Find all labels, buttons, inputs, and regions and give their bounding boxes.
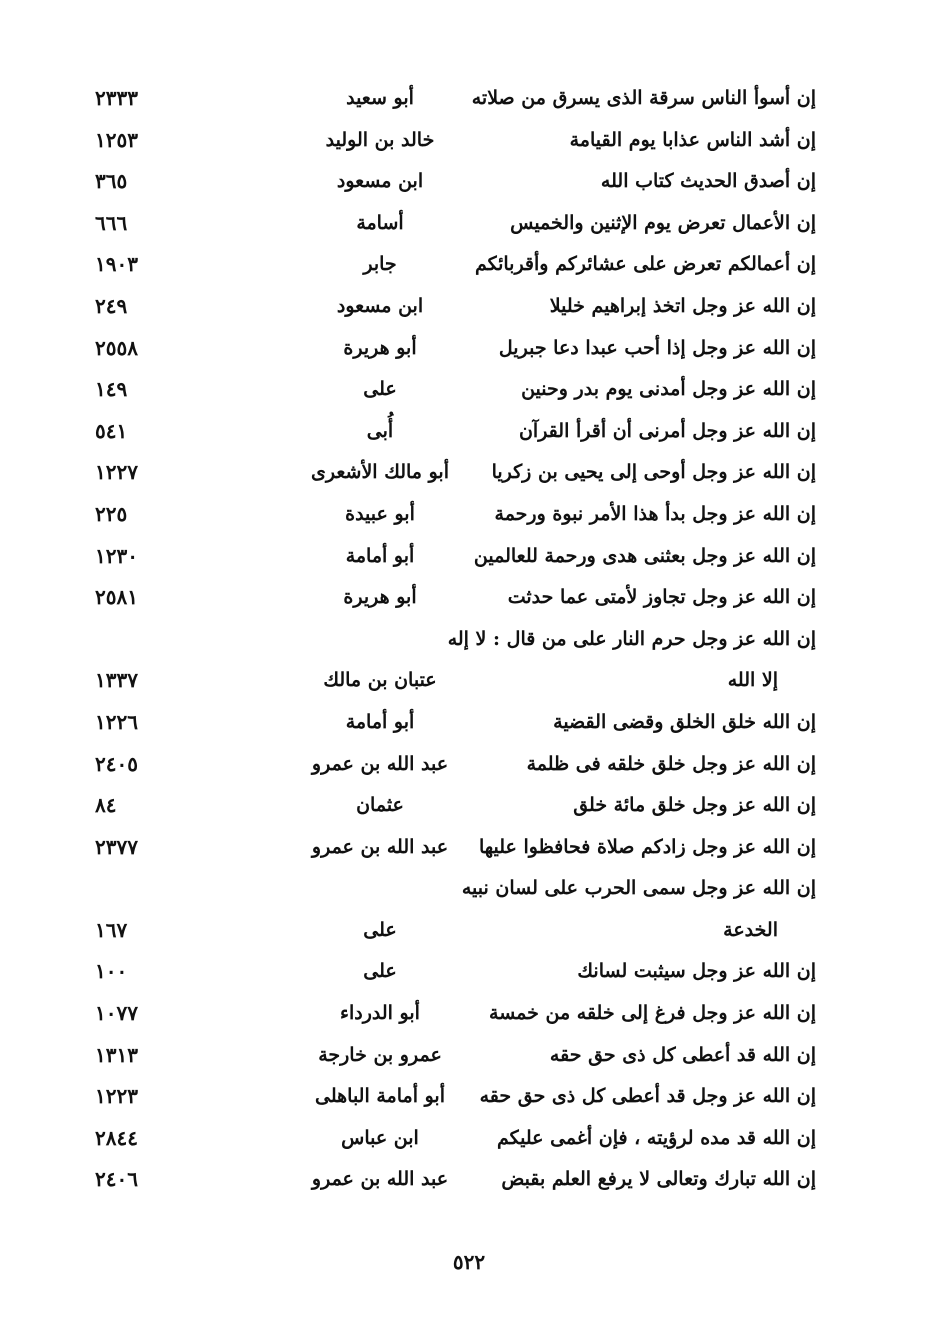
narrator-name: عبد الله بن عمرو	[311, 752, 449, 775]
narrator-name: أبو مالك الأشعرى	[311, 461, 449, 484]
index-entry	[0, 78, 938, 120]
narrator-name: أبو سعيد	[346, 87, 414, 109]
hadith-index-list	[0, 78, 938, 1201]
narrator-name: أبو الدرداء	[340, 1002, 420, 1025]
narrator-name: جابر	[363, 253, 397, 276]
hadith-text: إن الله عز وجل أمرنى أن أقرأ القرآن	[518, 419, 816, 442]
narrator-name: عبد الله بن عمرو	[311, 835, 449, 858]
hadith-text: إن الله عز وجل اتخذ إبراهيم خليلا	[549, 294, 816, 317]
hadith-text: إن الله عز وجل خلق مائة خلق	[573, 794, 816, 817]
hadith-text: إن أسوأ الناس سرقة الذى يسرق من صلاته	[471, 87, 816, 109]
hadith-number: ١٩٠٣	[95, 252, 138, 277]
narrator-name: أبو عبيدة	[345, 502, 415, 525]
hadith-number: ١٢٢٣	[95, 1084, 138, 1109]
hadith-text: إن الله عز وجل أوحى إلى يحيى بن زكريا	[491, 461, 816, 484]
hadith-text: إن الله عز وجل بعثنى هدى ورحمة للعالمين	[473, 544, 816, 567]
index-entry	[0, 1118, 938, 1160]
narrator-name: عثمان	[356, 794, 404, 817]
hadith-text: إن الله خلق الخلق وقضى القضية	[553, 710, 816, 733]
hadith-number: ٢٢٥	[95, 501, 128, 526]
hadith-number: ٢٥٨١	[95, 585, 138, 610]
narrator-name: أبو هريرة	[343, 336, 417, 359]
narrator-name: ابن مسعود	[336, 170, 424, 193]
hadith-text: إن أصدق الحديث كتاب الله	[600, 170, 816, 193]
hadith-text: إن الأعمال تعرض يوم الإثنين والخميس	[510, 211, 816, 234]
index-entry	[0, 910, 938, 952]
index-entry	[0, 660, 938, 702]
hadith-number: ١٤٩	[95, 377, 128, 402]
index-entry	[0, 286, 938, 328]
narrator-name: عبد الله بن عمرو	[311, 1168, 449, 1191]
hadith-number: ٢٤٠٥	[95, 751, 138, 776]
hadith-number: ٦٦٦	[95, 210, 128, 235]
narrator-name: أسامة	[356, 211, 404, 234]
hadith-text: إن الله عز وجل أمدنى يوم بدر وحنين	[521, 378, 816, 401]
hadith-text: إن الله عز وجل خلق خلقه فى ظلمة	[526, 752, 816, 775]
hadith-number: ١٣١٣	[95, 1042, 138, 1067]
hadith-text: إن الله قد أعطى كل ذى حق حقه	[549, 1043, 816, 1066]
narrator-name: أبو أمامة	[345, 710, 415, 733]
narrator-name: على	[363, 960, 397, 983]
hadith-number: ١٣٣٧	[95, 668, 138, 693]
index-entry	[0, 328, 938, 370]
hadith-text: إن الله عز وجل فرغ إلى خلقه من خمسة	[489, 1002, 816, 1025]
hadith-number: ١٦٧	[95, 917, 128, 942]
narrator-name: ابن عباس	[341, 1126, 419, 1149]
hadith-number: ١٢٣٠	[95, 543, 138, 568]
index-entry	[0, 619, 938, 661]
hadith-number: ١٢٢٦	[95, 709, 138, 734]
narrator-name: أُبى	[366, 419, 394, 442]
hadith-text: إن الله قد مده لرؤيته ، فإن أغمى عليكم	[496, 1126, 816, 1149]
index-entry	[0, 868, 938, 910]
hadith-text: إن الله عز وجل سيثبت لسانك	[577, 960, 816, 983]
hadith-number: ٢٣٣٣	[95, 86, 138, 110]
narrator-name: على	[363, 918, 397, 941]
hadith-text: إن الله تبارك وتعالى لا يرفع العلم بقبض	[501, 1168, 816, 1191]
hadith-text: إن الله عز وجل زادكم صلاة فحافظوا عليها	[478, 835, 816, 858]
hadith-number: ١٠٠	[95, 959, 128, 984]
index-entry	[0, 577, 938, 619]
index-entry	[0, 1159, 938, 1201]
hadith-number: ٢٣٧٧	[95, 834, 138, 859]
hadith-number: ١٢٢٧	[95, 460, 138, 485]
index-entry	[0, 702, 938, 744]
index-entry	[0, 1076, 938, 1118]
hadith-text: إن الله عز وجل حرم النار على من قال : لا إله	[447, 627, 816, 650]
narrator-name: ابن مسعود	[336, 294, 424, 317]
hadith-text: إن الله عز وجل إذا أحب عبدا دعا جبريل	[498, 336, 816, 359]
index-entry	[0, 744, 938, 786]
hadith-number: ١٠٧٧	[95, 1001, 138, 1026]
hadith-text: إن أشد الناس عذابا يوم القيامة	[569, 128, 816, 151]
hadith-text-continuation: الخدعة	[723, 918, 778, 941]
index-entry	[0, 536, 938, 578]
hadith-number: ٢٤٠٦	[95, 1167, 138, 1192]
index-entry	[0, 120, 938, 162]
hadith-number	[95, 868, 175, 910]
narrator-name: عمرو بن خارجة	[318, 1043, 442, 1066]
hadith-text: إن الله عز وجل سمى الحرب على لسان نبيه	[461, 877, 816, 900]
hadith-number: ٢٨٤٤	[95, 1125, 138, 1150]
hadith-text: إن الله عز وجل تجاوز لأمتى عما حدثت	[507, 586, 816, 609]
hadith-text: إن أعمالكم تعرض على عشائركم وأقربائكم	[474, 253, 816, 276]
narrator-name: أبو أمامة الباهلى	[315, 1085, 445, 1108]
index-entry	[0, 161, 938, 203]
index-entry	[0, 1035, 938, 1077]
narrator-name: خالد بن الوليد	[325, 128, 435, 151]
narrator-name: عتبان بن مالك	[323, 669, 437, 692]
hadith-text: إن الله عز وجل قد أعطى كل ذى حق حقه	[479, 1085, 816, 1108]
hadith-number: ٥٤١	[95, 418, 128, 443]
index-entry	[0, 494, 938, 536]
hadith-number: ٣٦٥	[95, 169, 128, 194]
narrator-name: على	[363, 378, 397, 401]
hadith-number: ٢٤٩	[95, 293, 128, 318]
index-entry	[0, 827, 938, 869]
index-entry	[0, 993, 938, 1035]
index-entry	[0, 785, 938, 827]
hadith-number	[95, 619, 175, 661]
narrator-name: أبو أمامة	[345, 544, 415, 567]
hadith-number: ١٢٥٣	[95, 127, 138, 152]
narrator-name	[300, 868, 460, 910]
page-number: ٥٢٢	[452, 1250, 486, 1274]
index-entry	[0, 244, 938, 286]
hadith-number: ٢٥٥٨	[95, 335, 138, 360]
hadith-text: إن الله عز وجل بدأ هذا الأمر نبوة ورحمة	[494, 502, 816, 525]
index-entry	[0, 411, 938, 453]
hadith-text-continuation: إلا الله	[727, 669, 778, 692]
index-entry	[0, 369, 938, 411]
index-entry	[0, 951, 938, 993]
index-entry	[0, 203, 938, 245]
index-entry	[0, 452, 938, 494]
hadith-number: ٨٤	[95, 793, 117, 818]
narrator-name	[300, 619, 460, 661]
narrator-name: أبو هريرة	[343, 586, 417, 609]
